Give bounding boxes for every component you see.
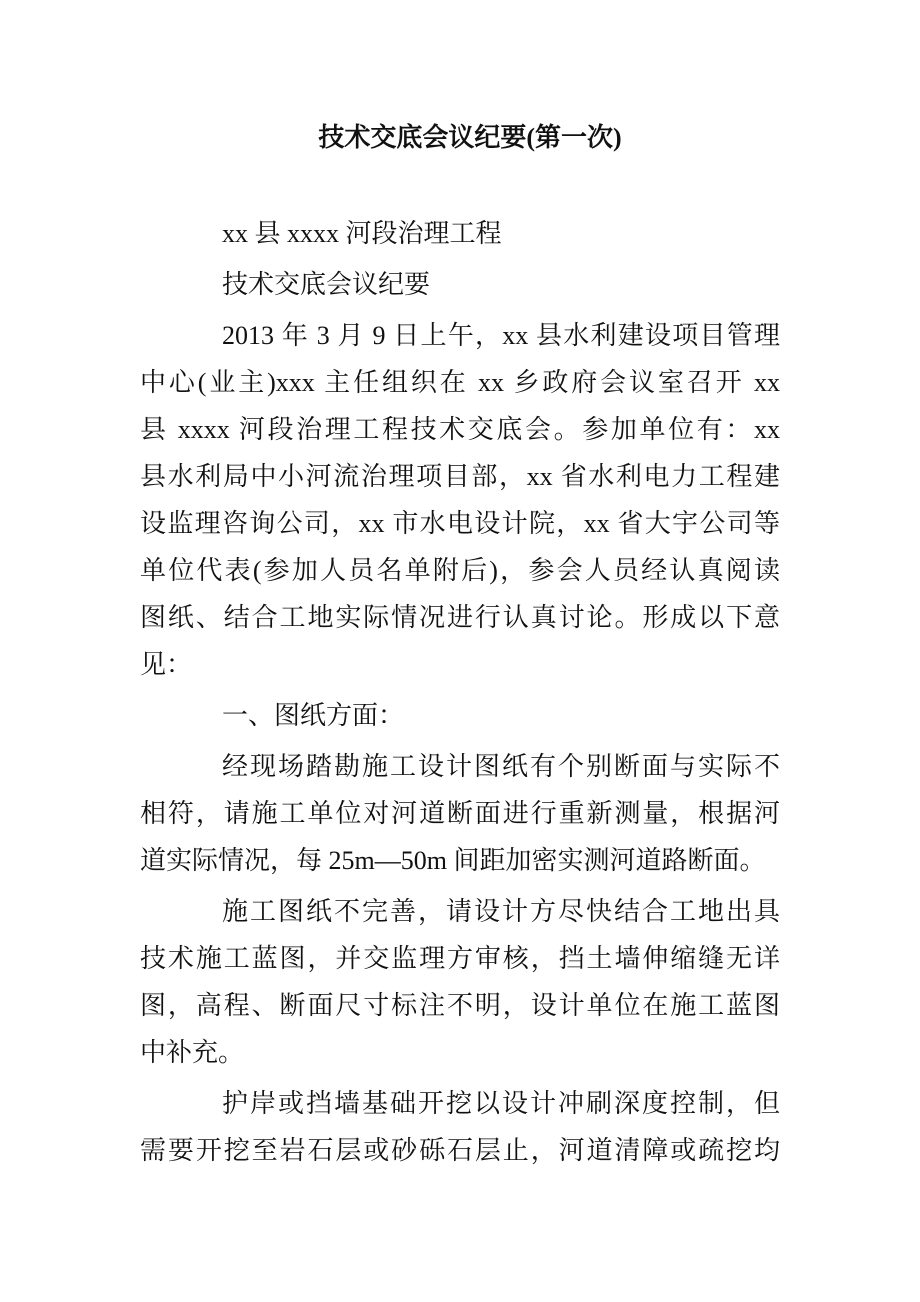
paragraph [140, 743, 780, 884]
text-line: 中补充。 [140, 1038, 245, 1067]
document-body [140, 210, 780, 1178]
paragraph [140, 692, 780, 739]
text-line: 技术交底会议纪要 [222, 270, 431, 299]
text-line: 经现场踏勘施工设计图纸有个别断面与实际不 [222, 752, 780, 781]
text-line: 图，高程、断面尺寸标注不明，设计单位在施工蓝图 [140, 991, 780, 1020]
text-line: 图纸、结合工地实际情况进行认真讨论。形成以下意 [140, 603, 780, 632]
text-line: 中心(业主)xxx 主任组织在 xx 乡政府会议室召开 xx [140, 368, 780, 397]
paragraph [140, 210, 780, 257]
text-line: 护岸或挡墙基础开挖以设计冲刷深度控制，但 [222, 1089, 780, 1118]
paragraph [140, 261, 780, 308]
text-line: 相符，请施工单位对河道断面进行重新测量，根据河 [140, 799, 780, 828]
text-line: 需要开挖至岩石层或砂砾石层止，河道清障或疏挖均 [140, 1136, 780, 1165]
document-title: 技术交底会议纪要(第一次) [318, 123, 622, 152]
paragraph [140, 1080, 780, 1174]
text-line: 2013 年 3 月 9 日上午，xx 县水利建设项目管理 [222, 321, 780, 350]
text-line: 技术施工蓝图，并交监理方审核，挡土墙伸缩缝无详 [140, 944, 780, 973]
text-line: 道实际情况，每 25m—50m 间距加密实测河道路断面。 [140, 846, 766, 875]
paragraph [140, 312, 780, 688]
text-line: 县水利局中小河流治理项目部，xx 省水利电力工程建 [140, 462, 780, 491]
text-line: 见： [140, 650, 193, 679]
text-line: 施工图纸不完善，请设计方尽快结合工地出具 [222, 897, 780, 926]
text-line: xx 县 xxxx 河段治理工程 [222, 219, 502, 248]
text-line: 设监理咨询公司，xx 市水电设计院，xx 省大宇公司等 [140, 509, 780, 538]
text-line: 一、图纸方面： [222, 701, 405, 730]
paragraph [140, 888, 780, 1076]
text-line: 单位代表(参加人员名单附后)，参会人员经认真阅读 [140, 556, 780, 585]
text-line: 县 xxxx 河段治理工程技术交底会。参加单位有：xx [140, 415, 780, 444]
